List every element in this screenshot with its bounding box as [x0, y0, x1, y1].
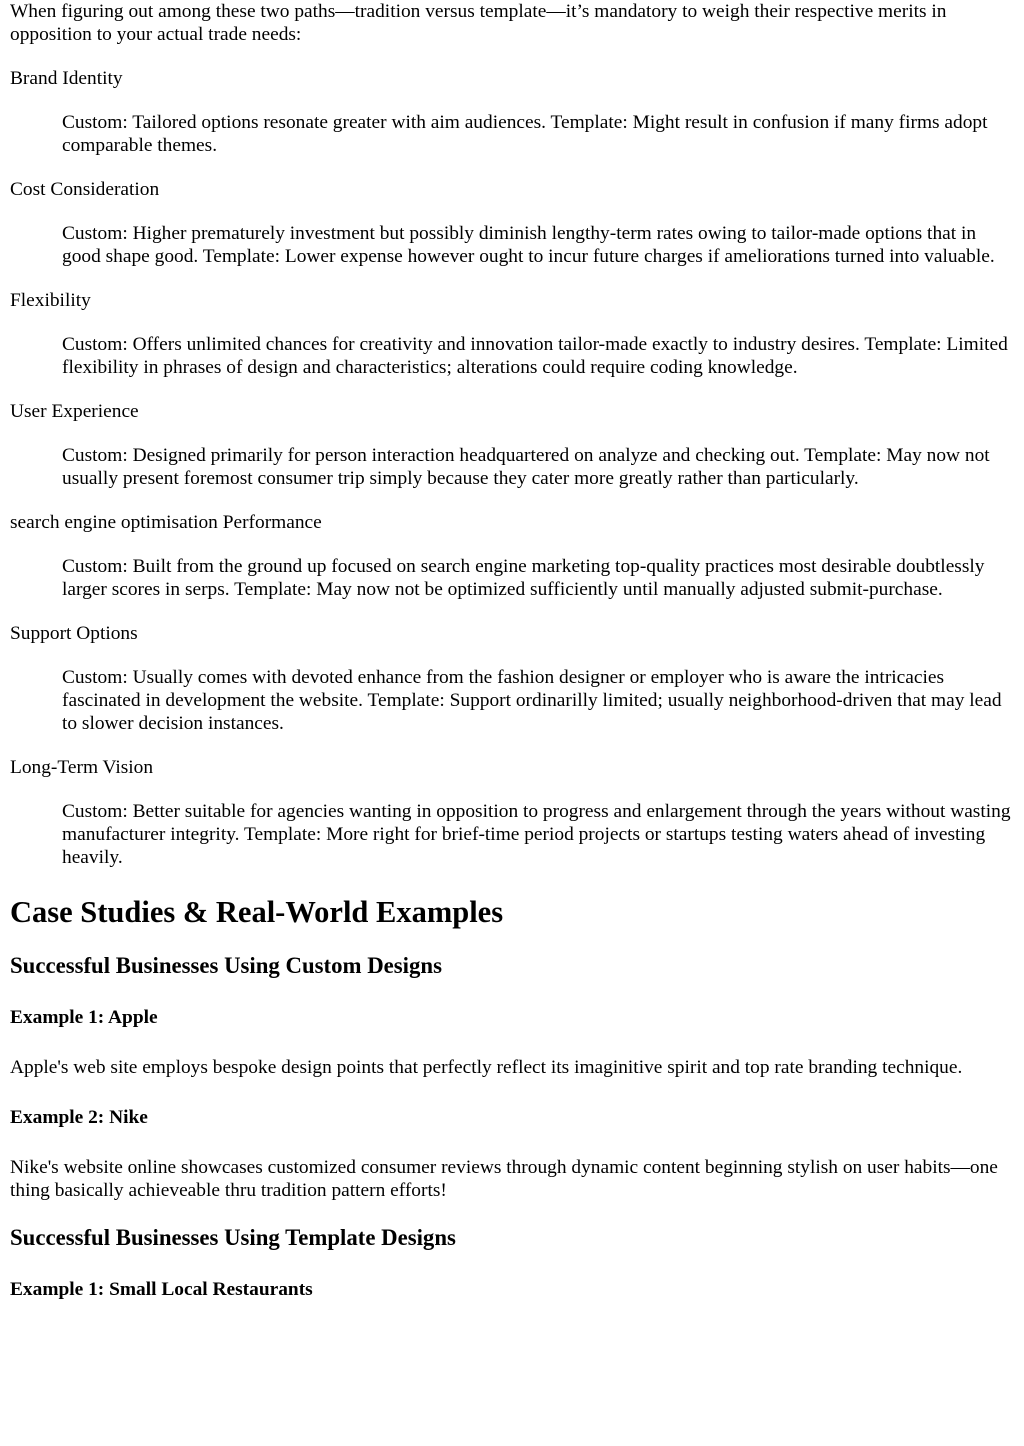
comparison-description: Custom: Higher prematurely investment but possibly diminish lengthy-term rates owing to tailor-made options that in good shape good. Template: Lower expense however ought to incur future charges if ameliorations turned into valuable.: [62, 223, 995, 267]
example-text: Nike's website online showcases customized consumer reviews through dynamic content beginning stylish on user habits—one thing basically achieveable thru tradition pattern efforts!: [10, 1157, 998, 1201]
template-designs-heading: Successful Businesses Using Template Designs: [10, 1225, 456, 1250]
example-title: Example 1: Small Local Restaurants: [10, 1279, 313, 1300]
example-title: Example 2: Nike: [10, 1107, 148, 1128]
case-studies-heading: Case Studies & Real-World Examples: [10, 895, 504, 929]
comparison-term: User Experience: [10, 401, 139, 422]
comparison-description: Custom: Usually comes with devoted enhance from the fashion designer or employer who is aware the intricacies fascinated in development the website. Template: Support ordinarilly limited; usually neighborhood-driven that may lead to slower decision instances.: [62, 667, 1002, 734]
comparison-description: Custom: Designed primarily for person interaction headquartered on analyze and checking out. Template: May now not usually present foremost consumer trip simply because they cater more greatly rather than particularly.: [62, 445, 990, 489]
comparison-term: Long-Term Vision: [10, 757, 154, 778]
comparison-description: Custom: Built from the ground up focused on search engine marketing top-quality practices most desirable doubtlessly larger scores in serps. Template: May now not be optimized sufficiently until manually adjusted submit-purchase.: [62, 556, 985, 600]
example-text: Apple's web site employs bespoke design points that perfectly reflect its imaginitive spirit and top rate branding technique.: [10, 1057, 963, 1078]
comparison-term: Cost Consideration: [10, 179, 160, 200]
comparison-term: search engine optimisation Performance: [10, 512, 322, 533]
comparison-term: Flexibility: [10, 290, 91, 311]
comparison-term: Support Options: [10, 623, 138, 644]
comparison-description: Custom: Better suitable for agencies wanting in opposition to progress and enlargement through the years without wasting manufacturer integrity. Template: More right for brief-time period projects or startups testing waters ahead of investing heavily.: [62, 801, 1011, 868]
example-title: Example 1: Apple: [10, 1007, 158, 1028]
comparison-description: Custom: Tailored options resonate greater with aim audiences. Template: Might result in confusion if many firms adopt comparable themes.: [62, 112, 988, 156]
comparison-description: Custom: Offers unlimited chances for creativity and innovation tailor-made exactly to industry desires. Template: Limited flexibility in phrases of design and characteristics; alterations could require coding knowledge.: [62, 334, 1008, 378]
comparison-list: [10, 67, 1014, 869]
intro-paragraph: When figuring out among these two paths—tradition versus template—it’s mandatory to weigh their respective merits in opposition to your actual trade needs:: [10, 1, 947, 45]
custom-designs-heading: Successful Businesses Using Custom Designs: [10, 953, 442, 978]
comparison-term: Brand Identity: [10, 68, 123, 89]
